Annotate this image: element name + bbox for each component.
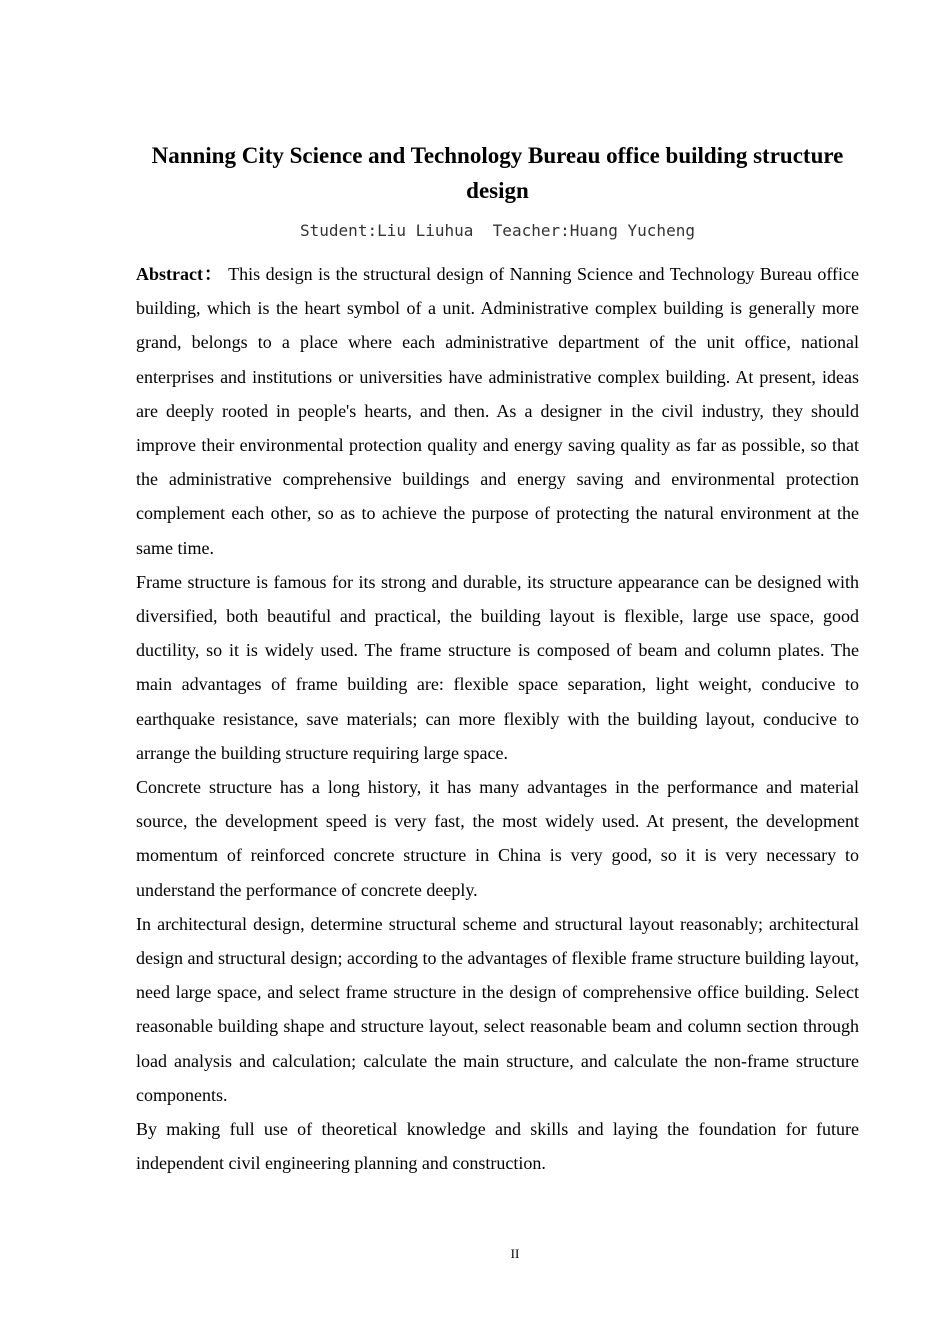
abstract-paragraph-2: Frame structure is famous for its strong and durable, its structure appearance can be designed with diversified, both beautiful and practical, the building layout is flexible, large use space, good ductility, so it is widely used. The frame structure is composed of beam and column plates. The main advantages of frame building are: flexible space separation, light weight, conducive to earthquake resistance, save materials; can more flexibly with the building layout, conducive to arrange the building structure requiring large space. [136,571,859,763]
document-title: Nanning City Science and Technology Bureau office building structure design [151,143,844,203]
page-number: II [510,1246,520,1261]
abstract-paragraph-1 [136,257,859,565]
abstract-paragraph-4: In architectural design, determine structural scheme and structural layout reasonably; architectural design and structural design; according to the advantages of flexible frame structure building layout, need large space, and select frame structure in the design of comprehensive office building. Select reasonable building shape and structure layout, select reasonable beam and column section through load analysis and calculation; calculate the main structure, and calculate the non-frame structure components. [136,913,859,1105]
abstract-body [136,257,859,1180]
document-page [136,138,859,1180]
abstract-label: Abstract： [136,264,223,284]
author-byline: Student:Liu Liuhua Teacher:Huang Yucheng [300,221,695,240]
abstract-paragraph-3: Concrete structure has a long history, it has many advantages in the performance and material source, the development speed is very fast, the most widely used. At present, the development momentum of reinforced concrete structure in China is very good, so it is very necessary to understand the performance of concrete deeply. [136,777,859,900]
abstract-paragraph-5: By making full use of theoretical knowledge and skills and laying the foundation for future independent civil engineering planning and construction. [136,1119,859,1174]
paragraph-text: This design is the structural design of Nanning Science and Technology Bureau office building, which is the heart symbol of a unit. Administrative complex building is generally more grand, belongs to a place where each administrative department of the unit office, national enterprises and institutions or universities have administrative complex building. At present, ideas are deeply rooted in people's hearts, and then. As a designer in the civil industry, they should improve their environmental protection quality and energy saving quality as far as possible, so that the administrative comprehensive buildings and energy saving and environmental protection complement each other, so as to achieve the purpose of protecting the natural environment at the same time. [136,264,859,558]
